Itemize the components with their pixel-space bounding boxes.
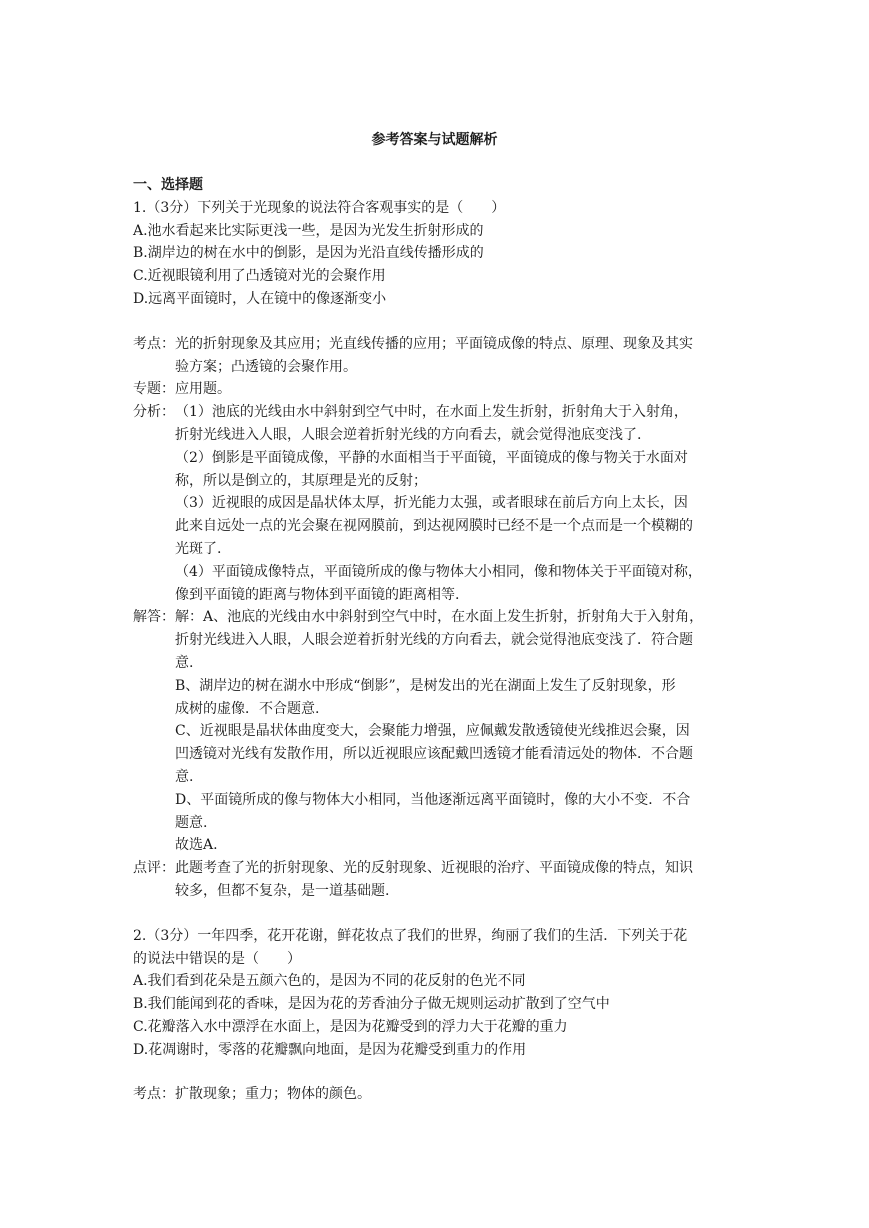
q1-jieda-line: B、湖岸边的树在湖水中形成“倒影”，是树发出的光在湖面上发生了反射现象，形 <box>175 677 676 694</box>
q1-fenxi-line: 光斑了. <box>175 540 222 557</box>
question-1 <box>133 197 743 903</box>
q1-jieda-line: 成树的虚像．不合题意. <box>175 700 320 717</box>
q2-option-d: D.花凋谢时，零落的花瓣飘向地面，是因为花瓣受到重力的作用 <box>133 1041 527 1058</box>
q1-dianping <box>133 857 743 903</box>
q1-zhuanti-text: 应用题。 <box>175 381 231 398</box>
q1-option-d: D.远离平面镜时，人在镜中的像逐渐变小 <box>133 290 387 307</box>
zhuanti-label: 专题： <box>133 381 175 398</box>
q1-fenxi-line: 此来自远处一点的光会聚在视网膜前，到达视网膜时已经不是一个点而是一个模糊的 <box>175 518 693 535</box>
q1-jieda-line: C、近视眼是晶状体曲度变大，会聚能力增强，应佩戴发散透镜使光线推迟会聚，因 <box>175 723 690 740</box>
q1-jieda-line: 折射光线进入人眼，人眼会逆着折射光线的方向看去，就会觉得池底变浅了．符合题 <box>175 632 693 649</box>
q1-fenxi-line: （1）池底的光线由水中斜射到空气中时，在水面上发生折射，折射角大于入射角， <box>175 404 688 421</box>
kaodian-label: 考点： <box>133 335 175 352</box>
q2-option-b: B.我们能闻到花的香味，是因为花的芳香油分子做无规则运动扩散到了空气中 <box>133 996 610 1013</box>
q1-jieda <box>133 606 743 857</box>
q1-option-a: A.池水看起来比实际更浅一些，是因为光发生折射形成的 <box>133 222 484 239</box>
q1-kaodian <box>133 333 743 379</box>
q1-fenxi <box>133 401 743 606</box>
q1-fenxi-line: 折射光线进入人眼，人眼会逆着折射光线的方向看去，就会觉得池底变浅了. <box>175 426 642 443</box>
q1-jieda-line: D、平面镜所成的像与物体大小相同，当他逐渐远离平面镜时，像的大小不变．不合 <box>175 791 691 808</box>
q1-jieda-line: 凹透镜对光线有发散作用，所以近视眼应该配戴凹透镜才能看清远处的物体．不合题 <box>175 746 693 763</box>
q1-fenxi-line: 称，所以是倒立的，其原理是光的反射； <box>175 472 427 489</box>
q2-option-a: A.我们看到花朵是五颜六色的，是因为不同的花反射的色光不同 <box>133 973 526 990</box>
q1-fenxi-line: （3）近视眼的成因是晶状体太厚，折光能力太强，或者眼球在前后方向上太长，因 <box>175 495 688 512</box>
document-content <box>133 174 743 1106</box>
fenxi-label: 分析： <box>133 404 175 421</box>
q1-dianping-line: 较多，但都不复杂，是一道基础题. <box>175 882 390 899</box>
q2-option-c: C.花瓣落入水中漂浮在水面上，是因为花瓣受到的浮力大于花瓣的重力 <box>133 1018 568 1035</box>
q2-stem-line: 2.（3分）一年四季，花开花谢，鲜花妆点了我们的世界，绚丽了我们的生活．下列关于花 <box>133 927 688 944</box>
q1-option-c: C.近视眼镜利用了凸透镜对光的会聚作用 <box>133 268 386 285</box>
q1-jieda-line: 题意. <box>175 814 208 831</box>
dianping-label: 点评： <box>133 860 175 877</box>
q1-fenxi-line: 像到平面镜的距离与物体到平面镜的距离相等. <box>175 586 460 603</box>
section-heading: 一、选择题 <box>133 177 203 193</box>
q1-jieda-line: 意. <box>175 768 194 785</box>
q1-fenxi-line: （2）倒影是平面镜成像，平静的水面相当于平面镜，平面镜成的像与物关于水面对 <box>175 449 688 466</box>
q2-kaodian-text: 扩散现象；重力；物体的颜色。 <box>175 1086 371 1103</box>
q1-stem: 1.（3分）下列关于光现象的说法符合客观事实的是（ ） <box>133 199 506 216</box>
q1-fenxi-line: （4）平面镜成像特点，平面镜所成的像与物体大小相同，像和物体关于平面镜对称， <box>175 563 702 580</box>
kaodian-label: 考点： <box>133 1086 175 1103</box>
q2-stem-line: 的说法中错误的是（ ） <box>133 950 301 967</box>
q1-kaodian-line: 验方案；凸透镜的会聚作用。 <box>175 358 357 375</box>
jieda-label: 解答： <box>133 609 175 626</box>
q1-dianping-line: 此题考查了光的折射现象、光的反射现象、近视眼的治疗、平面镜成像的特点，知识 <box>175 860 693 877</box>
q1-option-b: B.湖岸边的树在水中的倒影，是因为光沿直线传播形成的 <box>133 245 484 262</box>
page-title: 参考答案与试题解析 <box>371 132 498 148</box>
q1-jieda-line: 意. <box>175 654 194 671</box>
q1-jieda-line: 故选A. <box>175 837 218 854</box>
q1-kaodian-line: 光的折射现象及其应用；光直线传播的应用；平面镜成像的特点、原理、现象及其实 <box>175 335 693 352</box>
question-2 <box>133 925 743 1107</box>
q1-zhuanti <box>133 378 743 401</box>
q2-kaodian <box>133 1083 743 1106</box>
q1-jieda-line: 解：A、池底的光线由水中斜射到空气中时，在水面上发生折射，折射角大于入射角， <box>175 609 704 626</box>
